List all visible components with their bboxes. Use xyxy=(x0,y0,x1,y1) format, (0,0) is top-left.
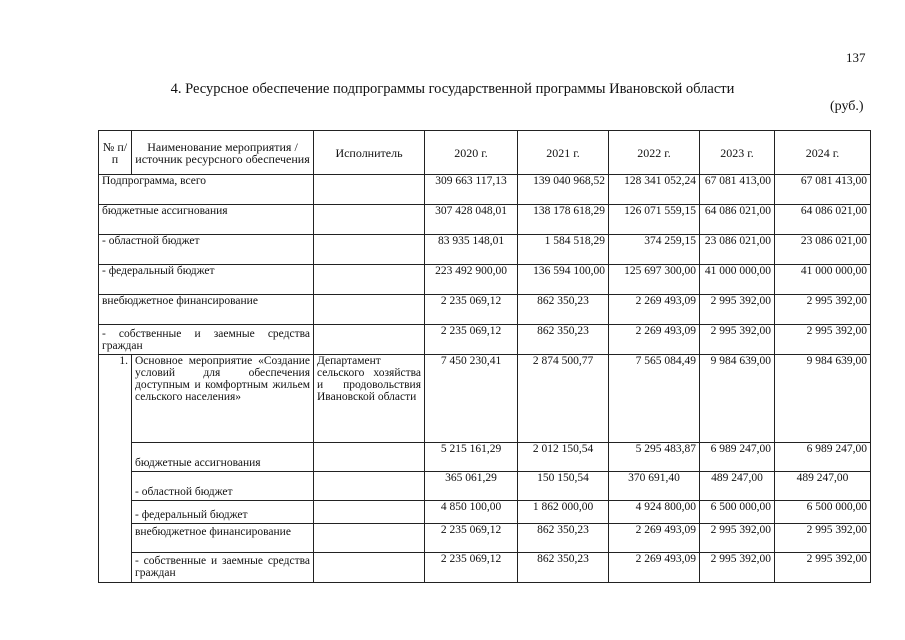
summary-label: - собственные и заемные средства граждан xyxy=(99,325,314,355)
activity-row-federal xyxy=(99,501,871,524)
activity-row-label: - федеральный бюджет xyxy=(132,501,314,524)
value-cell: 2 235 069,12 xyxy=(425,295,518,325)
summary-row-budget xyxy=(99,205,871,235)
activity-row-regional xyxy=(99,472,871,501)
value-cell: 2 235 069,12 xyxy=(425,553,518,583)
value-cell: 9 984 639,00 xyxy=(700,355,775,443)
value-cell: 6 500 000,00 xyxy=(775,501,871,524)
value-cell: 125 697 300,00 xyxy=(609,265,700,295)
value-cell: 2 995 392,00 xyxy=(775,295,871,325)
value-cell: 7 565 084,49 xyxy=(609,355,700,443)
summary-label: - областной бюджет xyxy=(99,235,314,265)
value-cell: 2 235 069,12 xyxy=(425,524,518,553)
activity-row-extrabudget xyxy=(99,524,871,553)
value-cell: 5 295 483,87 xyxy=(609,443,700,472)
value-cell: 5 215 161,29 xyxy=(425,443,518,472)
value-cell: 23 086 021,00 xyxy=(775,235,871,265)
value-cell: 83 935 148,01 xyxy=(425,235,518,265)
value-cell: 223 492 900,00 xyxy=(425,265,518,295)
value-cell: 138 178 618,29 xyxy=(518,205,609,235)
activity-row-label: - областной бюджет xyxy=(132,472,314,501)
value-cell: 2 269 493,09 xyxy=(609,524,700,553)
value-cell: 64 086 021,00 xyxy=(775,205,871,235)
value-cell: 2 269 493,09 xyxy=(609,553,700,583)
value-cell: 9 984 639,00 xyxy=(775,355,871,443)
value-cell: 2 269 493,09 xyxy=(609,325,700,355)
value-cell: 23 086 021,00 xyxy=(700,235,775,265)
activity-row-label: внебюджетное финансирование xyxy=(132,524,314,553)
header-year-2023: 2023 г. xyxy=(700,131,775,175)
value-cell: 67 081 413,00 xyxy=(700,175,775,205)
activity-name: Основное мероприятие «Создание условий для обеспечения доступным и комфортным жильем сельского населения» xyxy=(132,355,314,443)
value-cell: 6 500 000,00 xyxy=(700,501,775,524)
summary-row-extrabudget xyxy=(99,295,871,325)
value-cell: 370 691,40 xyxy=(609,472,700,501)
activity-executor-cell xyxy=(314,443,425,472)
summary-executor-cell xyxy=(314,295,425,325)
summary-executor-cell xyxy=(314,205,425,235)
summary-label: - федеральный бюджет xyxy=(99,265,314,295)
value-cell: 64 086 021,00 xyxy=(700,205,775,235)
summary-label: внебюджетное финансирование xyxy=(99,295,314,325)
value-cell: 365 061,29 xyxy=(425,472,518,501)
header-row xyxy=(99,131,871,175)
value-cell: 7 450 230,41 xyxy=(425,355,518,443)
header-year-2024: 2024 г. xyxy=(775,131,871,175)
value-cell: 489 247,00 xyxy=(775,472,871,501)
value-cell: 2 995 392,00 xyxy=(700,553,775,583)
value-cell: 6 989 247,00 xyxy=(700,443,775,472)
value-cell: 862 350,23 xyxy=(518,325,609,355)
activity-row xyxy=(99,355,871,443)
value-cell: 4 850 100,00 xyxy=(425,501,518,524)
activity-executor-cell xyxy=(314,472,425,501)
activity-row-label: бюджетные ассигнования xyxy=(132,443,314,472)
activity-executor-cell xyxy=(314,553,425,583)
activity-index: 1. xyxy=(99,355,132,583)
activity-executor-cell xyxy=(314,501,425,524)
value-cell: 2 995 392,00 xyxy=(700,524,775,553)
header-year-2020: 2020 г. xyxy=(425,131,518,175)
value-cell: 2 995 392,00 xyxy=(775,325,871,355)
summary-executor-cell xyxy=(314,265,425,295)
value-cell: 136 594 100,00 xyxy=(518,265,609,295)
summary-row-total xyxy=(99,175,871,205)
header-num: № п/п xyxy=(99,131,132,175)
activity-row-citizens xyxy=(99,553,871,583)
header-name: Наименование мероприятия / источник ресурсного обеспечения xyxy=(132,131,314,175)
value-cell: 4 924 800,00 xyxy=(609,501,700,524)
value-cell: 862 350,23 xyxy=(518,553,609,583)
value-cell: 2 995 392,00 xyxy=(775,553,871,583)
value-cell: 309 663 117,13 xyxy=(425,175,518,205)
summary-executor-cell xyxy=(314,325,425,355)
activity-row-budget xyxy=(99,443,871,472)
value-cell: 67 081 413,00 xyxy=(775,175,871,205)
value-cell: 126 071 559,15 xyxy=(609,205,700,235)
value-cell: 41 000 000,00 xyxy=(775,265,871,295)
value-cell: 128 341 052,24 xyxy=(609,175,700,205)
value-cell: 2 235 069,12 xyxy=(425,325,518,355)
summary-row-citizens xyxy=(99,325,871,355)
value-cell: 307 428 048,01 xyxy=(425,205,518,235)
summary-row-federal xyxy=(99,265,871,295)
summary-executor-cell xyxy=(314,175,425,205)
value-cell: 41 000 000,00 xyxy=(700,265,775,295)
value-cell: 1 862 000,00 xyxy=(518,501,609,524)
value-cell: 2 995 392,00 xyxy=(700,325,775,355)
activity-executor: Департамент сельского хозяйства и продовольствия Ивановской области xyxy=(314,355,425,443)
activity-row-label: - собственные и заемные средства граждан xyxy=(132,553,314,583)
activity-executor-cell xyxy=(314,524,425,553)
value-cell: 139 040 968,52 xyxy=(518,175,609,205)
value-cell: 2 995 392,00 xyxy=(775,524,871,553)
value-cell: 150 150,54 xyxy=(518,472,609,501)
value-cell: 2 012 150,54 xyxy=(518,443,609,472)
summary-executor-cell xyxy=(314,235,425,265)
header-year-2022: 2022 г. xyxy=(609,131,700,175)
summary-label: бюджетные ассигнования xyxy=(99,205,314,235)
value-cell: 2 995 392,00 xyxy=(700,295,775,325)
summary-label: Подпрограмма, всего xyxy=(99,175,314,205)
value-cell: 862 350,23 xyxy=(518,295,609,325)
page-number: 137 xyxy=(846,50,866,65)
page-title: 4. Ресурсное обеспечение подпрограммы государственной программы Ивановской области xyxy=(170,81,735,97)
value-cell: 2 874 500,77 xyxy=(518,355,609,443)
value-cell: 2 269 493,09 xyxy=(609,295,700,325)
value-cell: 1 584 518,29 xyxy=(518,235,609,265)
value-cell: 6 989 247,00 xyxy=(775,443,871,472)
value-cell: 374 259,15 xyxy=(609,235,700,265)
resource-table xyxy=(98,130,871,583)
summary-row-regional xyxy=(99,235,871,265)
value-cell: 489 247,00 xyxy=(700,472,775,501)
header-year-2021: 2021 г. xyxy=(518,131,609,175)
unit-label: (руб.) xyxy=(830,99,864,114)
header-executor: Исполнитель xyxy=(314,131,425,175)
value-cell: 862 350,23 xyxy=(518,524,609,553)
